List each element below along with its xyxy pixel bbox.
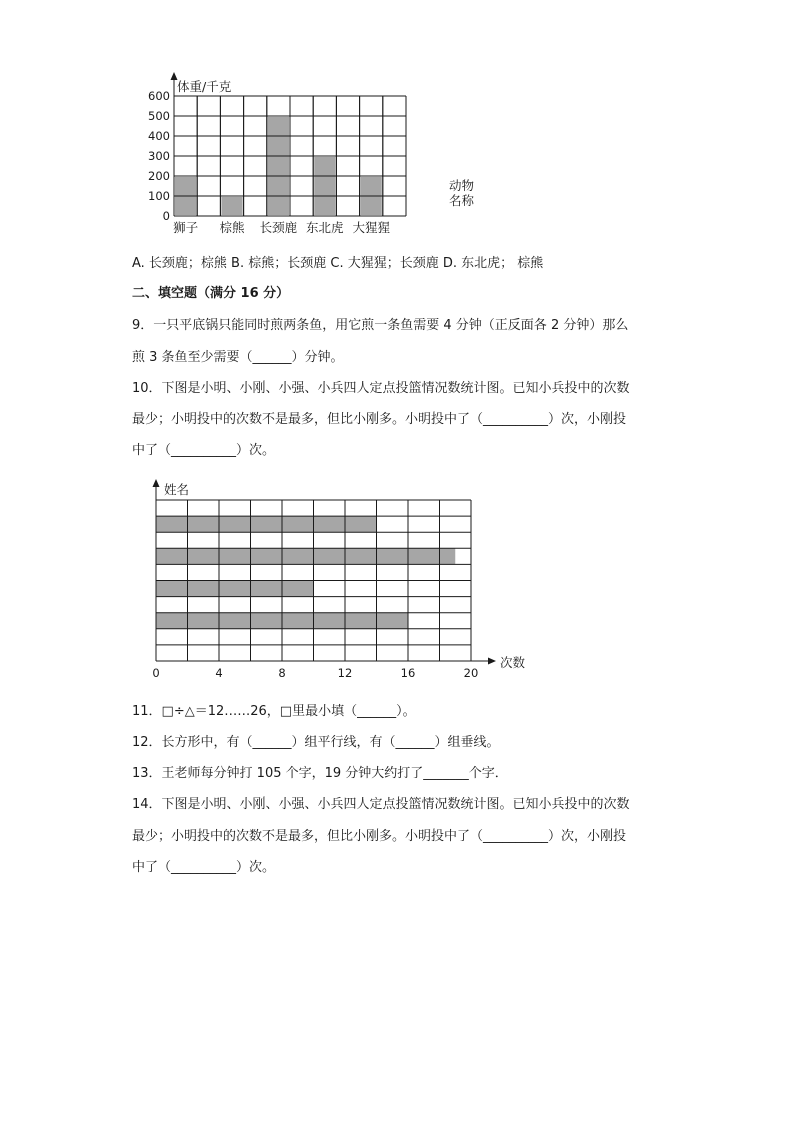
chart1-y-tick-label: 500 bbox=[148, 109, 170, 123]
chart1-x-label-line1: 动物 bbox=[449, 178, 475, 193]
q14-line3: 中了（__________）次。 bbox=[132, 860, 276, 875]
chart2-x-label: 次数 bbox=[500, 655, 526, 670]
chart1-category-label: 狮子 bbox=[173, 220, 199, 235]
chart2-x-tick-label: 12 bbox=[337, 666, 353, 680]
animal-weight-chart bbox=[140, 72, 490, 242]
chart2-bar bbox=[156, 581, 314, 597]
q9-line1: 9．一只平底锅只能同时煎两条鱼，用它煎一条鱼需要 4 分钟（正反面各 2 分钟）那么 bbox=[132, 318, 629, 333]
chart2-x-tick-label: 0 bbox=[152, 666, 160, 680]
chart2-bars bbox=[156, 516, 455, 629]
chart2-y-label: 姓名 bbox=[164, 482, 190, 497]
q10-line2: 最少；小明投中的次数不是最多，但比小刚多。小明投中了（__________）次，小刚投 bbox=[132, 412, 627, 427]
q11: 11．□÷△＝12……26，□里最小填（______）。 bbox=[132, 704, 416, 719]
chart1-category-labels bbox=[173, 220, 390, 235]
chart1-category-label: 棕熊 bbox=[219, 220, 245, 235]
chart1-bar bbox=[221, 197, 242, 215]
section2-title: 二、填空题（满分 16 分） bbox=[132, 286, 290, 301]
q13: 13．王老师每分钟打 105 个字，19 分钟大约打了_______个字． bbox=[132, 766, 508, 781]
chart1-bars bbox=[174, 96, 406, 216]
chart2-bar bbox=[156, 548, 455, 564]
q9-line2: 煎 3 条鱼至少需要（______）分钟。 bbox=[132, 350, 344, 365]
chart1-y-ticks bbox=[148, 89, 170, 223]
chart1-category-label: 东北虎 bbox=[306, 220, 344, 235]
chart2-bar bbox=[156, 516, 377, 532]
chart2-y-arrow bbox=[153, 479, 160, 487]
chart2-x-tick-label: 8 bbox=[278, 666, 286, 680]
chart2-x-arrow bbox=[488, 658, 496, 665]
shots-made-chart bbox=[140, 476, 526, 686]
chart1-y-tick-label: 600 bbox=[148, 89, 170, 103]
chart1-category-label: 长颈鹿 bbox=[259, 220, 298, 235]
chart1-y-label: 体重/千克 bbox=[177, 79, 232, 94]
q14-line2: 最少；小明投中的次数不是最多，但比小刚多。小明投中了（__________）次，小刚投 bbox=[132, 829, 627, 844]
chart1-bar bbox=[268, 117, 289, 215]
q10-line3: 中了（__________）次。 bbox=[132, 443, 276, 458]
q8-options: A. 长颈鹿；棕熊 B. 棕熊；长颈鹿 C. 大猩猩；长颈鹿 D. 东北虎； 棕熊 bbox=[132, 256, 544, 271]
chart1-y-tick-label: 300 bbox=[148, 149, 170, 163]
chart1-y-tick-label: 100 bbox=[148, 189, 170, 203]
q10-line1: 10．下图是小明、小刚、小强、小兵四人定点投篮情况数统计图。已知小兵投中的次数 bbox=[132, 381, 630, 396]
chart2-x-tick-label: 4 bbox=[215, 666, 223, 680]
chart1-x-label-line2: 名称 bbox=[449, 193, 475, 208]
chart1-y-tick-label: 400 bbox=[148, 129, 170, 143]
chart2-x-tick-label: 20 bbox=[463, 666, 479, 680]
chart1-y-tick-label: 0 bbox=[162, 209, 170, 223]
chart2-x-ticks bbox=[152, 666, 478, 680]
q14-line1: 14．下图是小明、小刚、小强、小兵四人定点投篮情况数统计图。已知小兵投中的次数 bbox=[132, 797, 630, 812]
q12: 12．长方形中，有（______）组平行线，有（______）组垂线。 bbox=[132, 735, 500, 750]
chart1-category-label: 大猩猩 bbox=[352, 220, 390, 235]
chart1-y-tick-label: 200 bbox=[148, 169, 170, 183]
chart1-bar bbox=[314, 157, 335, 215]
chart2-x-tick-label: 16 bbox=[400, 666, 416, 680]
